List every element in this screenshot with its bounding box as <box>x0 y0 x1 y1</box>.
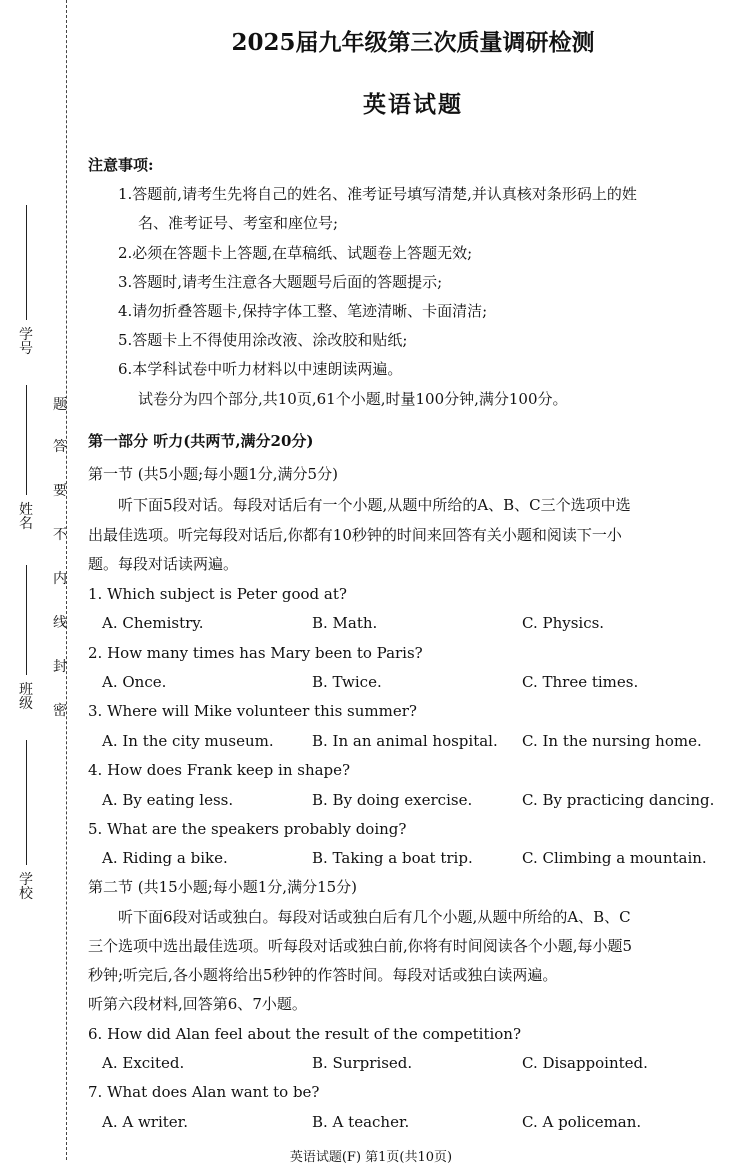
option-b: B. By doing exercise. <box>312 791 473 809</box>
binding-margin <box>0 0 80 1175</box>
option-a: A. A writer. <box>102 1113 188 1131</box>
option-b: B. A teacher. <box>312 1113 410 1131</box>
option-b: B. Surprised. <box>312 1054 413 1072</box>
notice-item: 5.答题卡上不得使用涂改液、涂改胶和贴纸; <box>118 331 408 349</box>
option-c: C. Disappointed. <box>522 1054 648 1072</box>
option-a: A. In the city museum. <box>102 732 274 750</box>
question-text: 3. Where will Mike volunteer this summer? <box>88 702 417 720</box>
option-c: C. Three times. <box>522 673 639 691</box>
school-label: 学校 <box>19 872 33 902</box>
question-text: 6. How did Alan feel about the result of the competition? <box>88 1025 522 1043</box>
section2-instructions: 秒钟;听完后,各小题将给出5秒钟的作答时间。每段对话或独白读两遍。 <box>88 966 558 984</box>
part1-title: 第一部分 听力(共两节,满分20分) <box>88 432 314 450</box>
exam-subtitle: 英语试题 <box>363 91 463 118</box>
seal-char: 答 <box>53 439 67 455</box>
option-c: C. Physics. <box>522 614 605 632</box>
notice-heading: 注意事项: <box>88 156 154 174</box>
option-a: A. Chemistry. <box>102 614 204 632</box>
section1-instructions: 听下面5段对话。每段对话后有一个小题,从题中所给的A、B、C三个选项中选 <box>118 496 631 514</box>
seal-char: 线 <box>53 615 67 631</box>
option-c: C. Climbing a mountain. <box>522 849 707 867</box>
option-b: B. Math. <box>312 614 378 632</box>
option-b: B. Taking a boat trip. <box>312 849 473 867</box>
student-id-underline[interactable] <box>26 205 27 320</box>
option-a: A. Once. <box>102 673 167 691</box>
option-a: A. Excited. <box>102 1054 185 1072</box>
option-c: C. A policeman. <box>522 1113 642 1131</box>
question-text: 1. Which subject is Peter good at? <box>88 585 347 603</box>
class-underline[interactable] <box>26 565 27 675</box>
section2-instructions: 三个选项中选出最佳选项。听每段对话或独白前,你将有时间阅读各个小题,每小题5 <box>88 937 633 955</box>
name-label: 姓名 <box>19 502 33 532</box>
question-text: 4. How does Frank keep in shape? <box>88 761 351 779</box>
exam-title: 2025届九年级第三次质量调研检测 <box>231 29 595 56</box>
section2-note: 听第六段材料,回答第6、7小题。 <box>88 995 307 1013</box>
student-id-label: 学号 <box>19 327 33 357</box>
question-text: 2. How many times has Mary been to Paris? <box>88 644 423 662</box>
name-underline[interactable] <box>26 385 27 495</box>
option-c: C. By practicing dancing. <box>522 791 715 809</box>
option-c: C. In the nursing home. <box>522 732 702 750</box>
class-label: 班级 <box>19 682 33 712</box>
seal-char: 内 <box>53 571 67 587</box>
notice-item: 名、准考证号、考室和座位号; <box>138 214 339 232</box>
seal-char: 封 <box>53 659 67 675</box>
option-a: A. By eating less. <box>102 791 234 809</box>
seal-char: 密 <box>53 703 67 719</box>
section1-instructions: 出最佳选项。听完每段对话后,你都有10秒钟的时间来回答有关小题和阅读下一小 <box>88 526 622 544</box>
section1-title: 第一节 (共5小题;每小题1分,满分5分) <box>88 465 338 483</box>
option-b: B. In an animal hospital. <box>312 732 498 750</box>
seal-char: 题 <box>53 397 67 413</box>
option-b: B. Twice. <box>312 673 382 691</box>
notice-item: 3.答题时,请考生注意各大题题号后面的答题提示; <box>118 273 443 291</box>
notice-item: 6.本学科试卷中听力材料以中速朗读两遍。 <box>118 360 403 378</box>
notice-summary: 试卷分为四个部分,共10页,61个小题,时量100分钟,满分100分。 <box>138 390 568 408</box>
section2-title: 第二节 (共15小题;每小题1分,满分15分) <box>88 878 358 896</box>
section2-instructions: 听下面6段对话或独白。每段对话或独白后有几个小题,从题中所给的A、B、C <box>118 908 631 926</box>
question-text: 7. What does Alan want to be? <box>88 1083 320 1101</box>
notice-item: 2.必须在答题卡上答题,在草稿纸、试题卷上答题无效; <box>118 244 473 262</box>
seal-char: 要 <box>53 483 67 499</box>
seal-char: 不 <box>53 527 67 543</box>
question-text: 5. What are the speakers probably doing? <box>88 820 407 838</box>
option-a: A. Riding a bike. <box>102 849 228 867</box>
exam-page <box>88 0 738 1175</box>
notice-item: 4.请勿折叠答题卡,保持字体工整、笔迹清晰、卡面清洁; <box>118 302 488 320</box>
page-footer: 英语试题(F) 第1页(共10页) <box>289 1150 453 1165</box>
section1-instructions: 题。每段对话读两遍。 <box>88 555 239 573</box>
school-underline[interactable] <box>26 740 27 865</box>
notice-item: 1.答题前,请考生先将自己的姓名、准考证号填写清楚,并认真核对条形码上的姓 <box>118 185 637 203</box>
